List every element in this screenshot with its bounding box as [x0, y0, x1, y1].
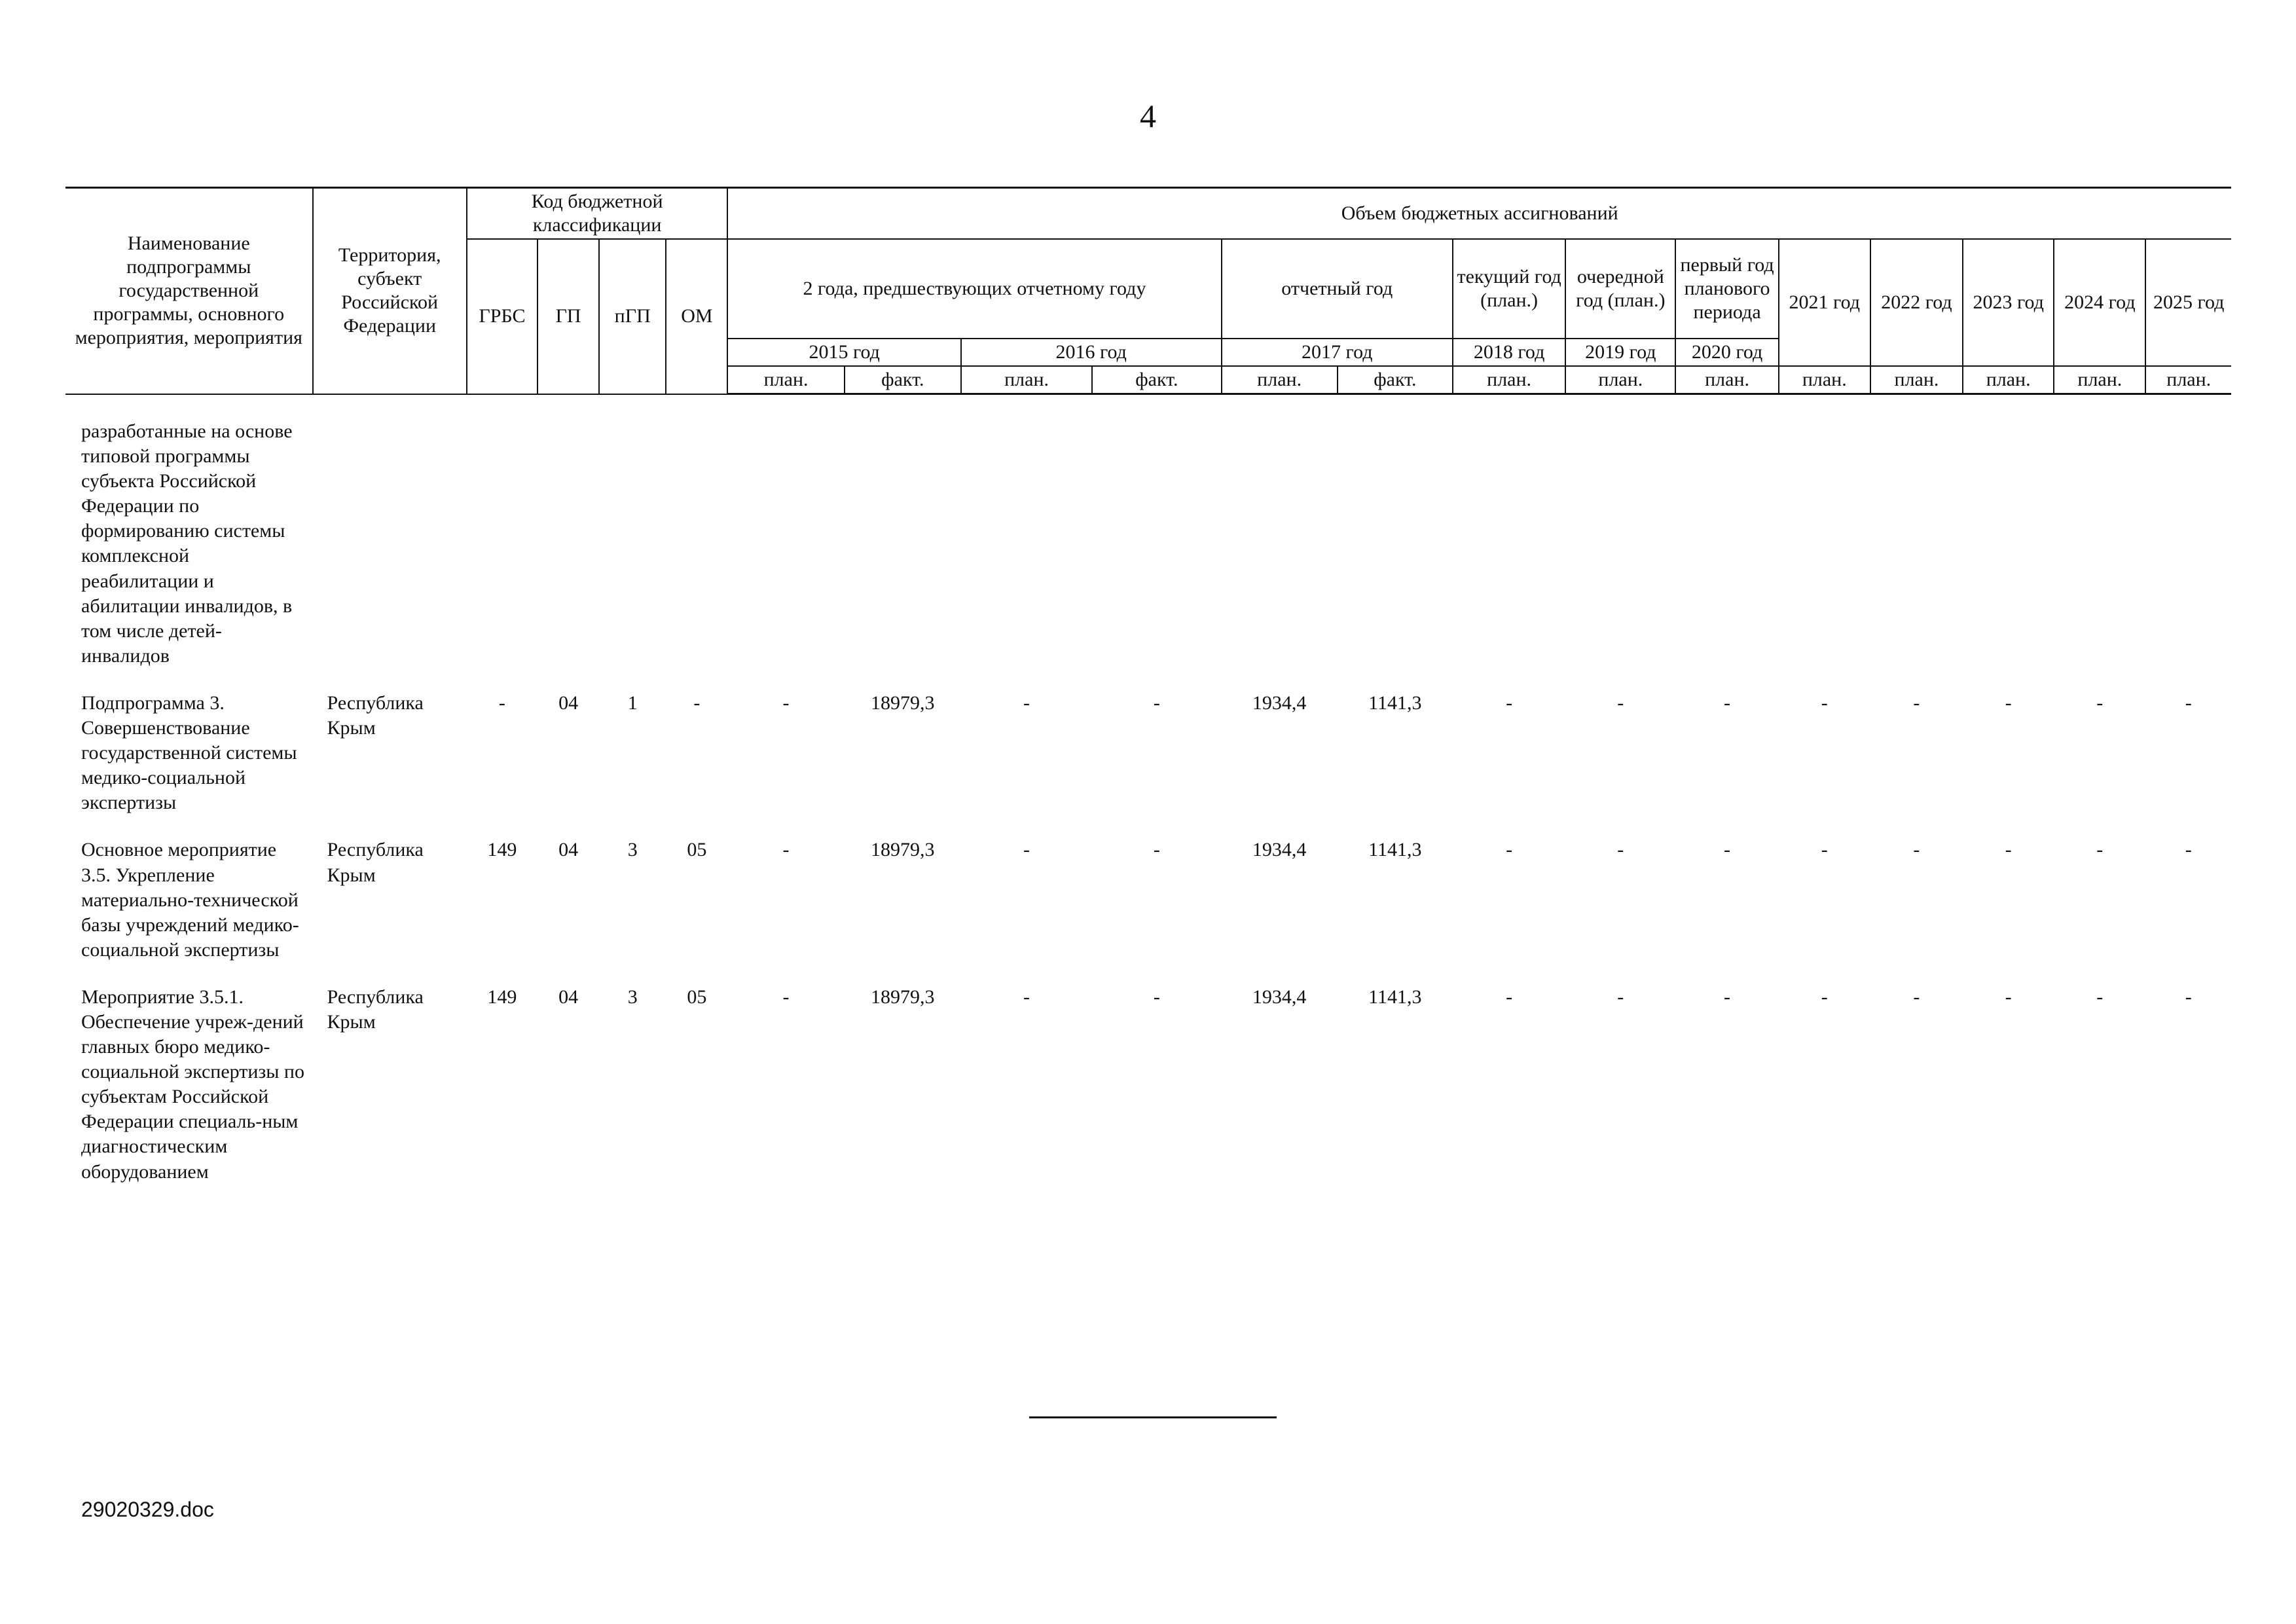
row-gp: 04 — [558, 692, 579, 714]
header-plan: план. — [1675, 366, 1778, 394]
row-value: - — [1023, 692, 1030, 714]
row-value: - — [1153, 986, 1160, 1008]
row-om: 05 — [687, 986, 707, 1008]
row-name: Основное мероприятие 3.5. Укрепление материально-технической базы учреждений медико-социальной экспертизы — [81, 839, 299, 961]
row-value: - — [782, 986, 790, 1008]
header-year-2024: 2024 год — [2054, 239, 2145, 366]
row-value: - — [1821, 692, 1828, 714]
header-year-2025: 2025 год — [2145, 239, 2231, 366]
header-first-plan-year: первый год планового периода — [1675, 239, 1778, 339]
row-om: - — [693, 692, 701, 714]
row-value: - — [2005, 692, 2012, 714]
header-year-2016: 2016 год — [961, 339, 1222, 366]
row-value: - — [1617, 692, 1624, 714]
row-value: 1141,3 — [1368, 839, 1422, 861]
header-year-2020: 2020 год — [1675, 339, 1778, 366]
table-body — [65, 419, 2231, 1185]
header-next-year: очередной год (план.) — [1565, 239, 1675, 339]
row-territory: Республика Крым — [327, 692, 424, 739]
header-plan: план. — [2054, 366, 2145, 394]
row-value: - — [1506, 692, 1513, 714]
row-gp: 04 — [558, 839, 579, 861]
header-plan: план. — [1963, 366, 2054, 394]
row-name: Мероприятие 3.5.1. Обеспечение учреж-дений главных бюро медико-социальной экспертизы по субъектам Российской Федерации специаль-ным диагностическим оборудованием — [81, 986, 304, 1183]
row-value: - — [2185, 986, 2192, 1008]
row-value: - — [1153, 839, 1160, 861]
row-territory: Республика Крым — [327, 986, 424, 1033]
row-value: - — [1724, 986, 1731, 1008]
header-code-group: Код бюджетной классификации — [467, 188, 728, 240]
row-value: - — [1617, 986, 1624, 1008]
row-value: - — [782, 692, 790, 714]
header-plan: план. — [2145, 366, 2231, 394]
row-territory: Республика Крым — [327, 839, 424, 886]
header-plan: план. — [1222, 366, 1338, 394]
row-pgp: 3 — [627, 839, 638, 861]
row-value: - — [2005, 986, 2012, 1008]
row-value: 18979,3 — [871, 986, 935, 1008]
page-number: 4 — [1140, 98, 1156, 134]
header-year-2018: 2018 год — [1453, 339, 1565, 366]
row-value: - — [1023, 986, 1030, 1008]
row-value: - — [782, 839, 790, 861]
row-gp: 04 — [558, 986, 579, 1008]
row-value: 1934,4 — [1252, 986, 1307, 1008]
row-value: 1934,4 — [1252, 839, 1307, 861]
row-value: - — [2096, 986, 2104, 1008]
header-year-2023: 2023 год — [1963, 239, 2054, 366]
row-value: - — [2185, 839, 2192, 861]
row-value: - — [1821, 986, 1828, 1008]
header-year-2021: 2021 год — [1779, 239, 1870, 366]
row-value: - — [1724, 692, 1731, 714]
header-code-grbs: ГРБС — [467, 239, 538, 394]
header-plan: план. — [1565, 366, 1675, 394]
row-value: - — [1724, 839, 1731, 861]
row-value: 1141,3 — [1368, 986, 1422, 1008]
row-value: - — [1023, 839, 1030, 861]
header-plan: план. — [1779, 366, 1870, 394]
header-year-2019: 2019 год — [1565, 339, 1675, 366]
row-om: 05 — [687, 839, 707, 861]
row-value: - — [1913, 986, 1920, 1008]
header-code-gp: ГП — [538, 239, 599, 394]
header-fact: факт. — [1338, 366, 1453, 394]
table-header — [65, 187, 2231, 395]
header-plan: план. — [727, 366, 844, 394]
header-territory-col: Территория, субъект Российской Федерации — [313, 188, 467, 394]
row-value: - — [1506, 839, 1513, 861]
row-value: - — [1821, 839, 1828, 861]
header-year-2015: 2015 год — [727, 339, 961, 366]
row-value: 1141,3 — [1368, 692, 1422, 714]
row-grbs: - — [498, 692, 505, 714]
footer-filename: 29020329.doc — [81, 1498, 214, 1521]
row-value: 18979,3 — [871, 692, 935, 714]
row-value: - — [1153, 692, 1160, 714]
header-current-year: текущий год (план.) — [1453, 239, 1565, 339]
row-pgp: 1 — [627, 692, 638, 714]
header-plan: план. — [961, 366, 1092, 394]
header-code-pgp: пГП — [599, 239, 666, 394]
row-grbs: 149 — [487, 839, 517, 861]
continuation-text: разработанные на основе типовой программы субъекта Российской Федерации по формированию системы комплексной реабилитации и абилитации инвалидов, в том числе детей-инвалидов — [81, 420, 293, 667]
row-pgp: 3 — [627, 986, 638, 1008]
row-value: - — [2005, 839, 2012, 861]
table-row — [65, 985, 2231, 1185]
row-value: - — [1913, 839, 1920, 861]
row-value: - — [1506, 986, 1513, 1008]
row-value: - — [2096, 692, 2104, 714]
header-plan: план. — [1870, 366, 1963, 394]
header-year-2017: 2017 год — [1222, 339, 1453, 366]
row-value: - — [2096, 839, 2104, 861]
table-row — [65, 691, 2231, 815]
table-row — [65, 838, 2231, 962]
header-prev-years: 2 года, предшествующих отчетному году — [727, 239, 1221, 339]
row-name: Подпрограмма 3. Совершенствование государственной системы медико-социальной экспертизы — [81, 692, 297, 814]
header-volume-group: Объем бюджетных ассигнований — [727, 188, 2231, 240]
row-value: - — [1913, 692, 1920, 714]
header-fact: факт. — [1092, 366, 1221, 394]
header-year-2022: 2022 год — [1870, 239, 1963, 366]
end-separator-line — [1029, 1416, 1277, 1418]
row-value: - — [1617, 839, 1624, 861]
header-code-om: ОМ — [666, 239, 727, 394]
header-fact: факт. — [845, 366, 961, 394]
header-plan: план. — [1453, 366, 1565, 394]
row-grbs: 149 — [487, 986, 517, 1008]
header-report-year: отчетный год — [1222, 239, 1453, 339]
row-value: 1934,4 — [1252, 692, 1307, 714]
row-value: - — [2185, 692, 2192, 714]
header-name-col: Наименование подпрограммы государственной программы, основного мероприятия, мероприятия — [65, 188, 313, 394]
row-value: 18979,3 — [871, 839, 935, 861]
